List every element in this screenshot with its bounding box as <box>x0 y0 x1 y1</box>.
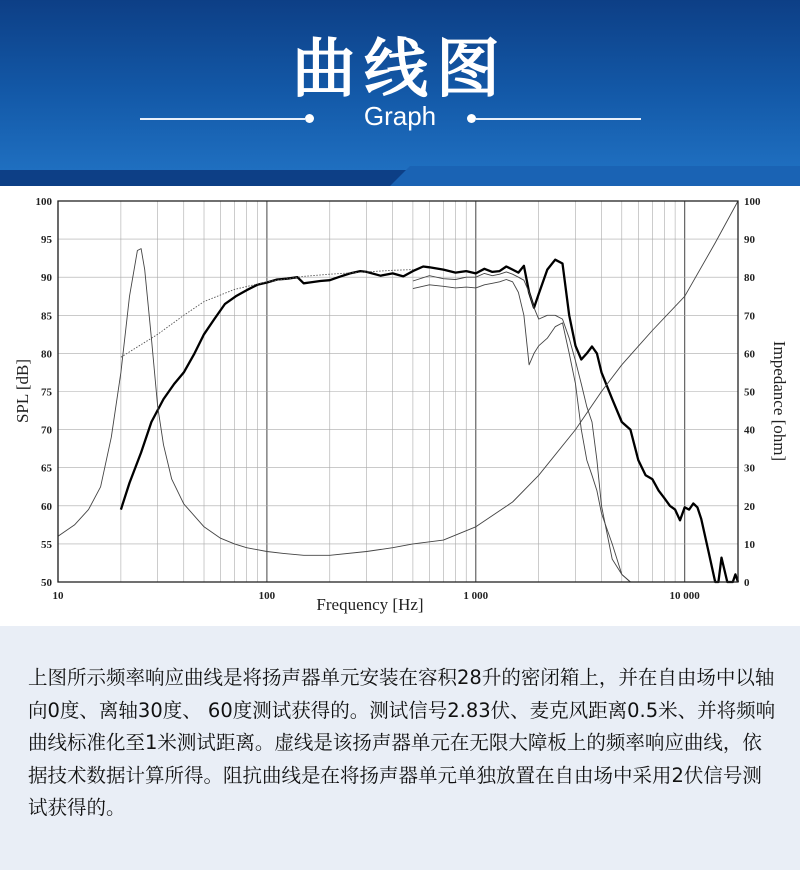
x-tick-label: 1 000 <box>463 590 489 602</box>
y-right-tick-label: 30 <box>744 462 755 475</box>
x-tick-label: 10 000 <box>669 590 700 602</box>
y-axis-label-left: SPL [dB] <box>13 358 32 424</box>
x-tick-label: 100 <box>258 590 276 602</box>
frequency-response-chart <box>0 186 800 626</box>
y-right-tick-label: 100 <box>744 196 761 208</box>
description-panel <box>0 626 800 870</box>
spl-curve-3 <box>413 280 638 583</box>
page-title: 曲线图 <box>292 33 508 107</box>
y-left-tick-label: 75 <box>41 386 52 399</box>
y-right-tick-label: 20 <box>744 500 755 513</box>
description-text: 上图所示频率响应曲线是将扬声器单元安装在容积28升的密闭箱上，并在自由场中以轴向0度、离轴30度、 60度测试获得的。测试信号2.83伏、麦克风距离0.5米、并将频响曲线标准化至1米测试距离。虚线是该扬声器单元在无限大障板上的频率响应曲线，依据技术数据计算所得。阻抗曲线是在将扬声器单元单独放置在自由场中采用2伏信号测试获得的。 <box>28 666 776 819</box>
y-right-tick-label: 90 <box>744 234 755 247</box>
y-left-tick-label: 90 <box>41 272 52 285</box>
y-left-tick-label: 60 <box>41 500 52 513</box>
y-left-tick-label: 85 <box>41 310 52 323</box>
spl-curve-2 <box>413 272 638 582</box>
y-left-tick-label: 80 <box>41 348 52 361</box>
impedance-curve <box>58 201 738 555</box>
page-subtitle: Graph <box>363 101 437 131</box>
y-right-tick-label: 60 <box>744 348 755 361</box>
right-decor-line <box>476 118 641 120</box>
y-left-tick-label: 55 <box>41 538 52 551</box>
y-right-tick-label: 70 <box>744 310 755 323</box>
y-right-tick-label: 50 <box>744 386 755 399</box>
y-left-tick-label: 95 <box>41 234 52 247</box>
y-right-tick-label: 80 <box>744 272 755 285</box>
y-right-tick-label: 40 <box>744 424 755 437</box>
banner-stripe-accent <box>390 166 800 186</box>
x-axis-label: Frequency [Hz] <box>316 595 424 614</box>
y-left-tick-label: 100 <box>35 196 52 208</box>
chart-grid <box>58 201 738 582</box>
y-right-tick-label: 10 <box>744 538 755 551</box>
chart-area <box>0 186 800 626</box>
y-left-tick-label: 65 <box>41 462 52 475</box>
y-left-tick-label: 50 <box>41 577 52 589</box>
x-tick-label: 10 <box>52 590 64 602</box>
y-left-tick-label: 70 <box>41 424 52 437</box>
y-axis-label-right: Impedance [ohm] <box>770 340 789 462</box>
header-banner <box>0 0 800 170</box>
y-right-tick-label: 0 <box>744 577 750 589</box>
right-decor-dot <box>467 114 476 123</box>
